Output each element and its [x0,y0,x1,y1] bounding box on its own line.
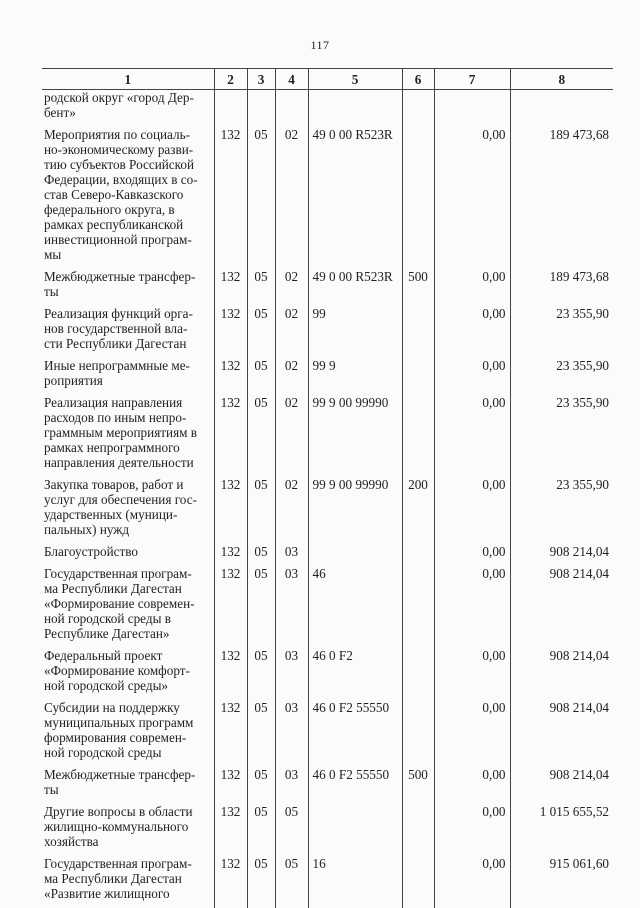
row-amount-col8: 23 355,90 [510,477,613,544]
row-amount-col8: 23 355,90 [510,358,613,395]
row-expense-type [402,700,434,767]
row-expense-type [402,395,434,477]
row-amount-col7: 0,00 [434,648,510,700]
row-admin-code: 132 [214,395,247,477]
row-name: Другие вопросы в области жилищно-коммунального хозяйства [42,804,214,856]
row-amount-col8: 908 214,04 [510,648,613,700]
table-row [42,804,613,856]
table-row [42,127,613,269]
column-header: 2 [214,69,247,90]
row-admin-code: 132 [214,358,247,395]
row-expense-type: 200 [402,477,434,544]
row-expense-type [402,127,434,269]
row-subsection: 02 [275,127,308,269]
row-amount-col8 [510,90,613,128]
row-target-code: 99 9 [308,358,402,395]
table-row [42,306,613,358]
row-expense-type [402,358,434,395]
row-amount-col7 [434,90,510,128]
table-row [42,767,613,804]
column-header: 5 [308,69,402,90]
row-section: 05 [247,566,275,648]
row-amount-col8: 908 214,04 [510,544,613,566]
row-subsection [275,90,308,128]
row-expense-type: 500 [402,767,434,804]
row-expense-type: 500 [402,269,434,306]
row-target-code: 46 [308,566,402,648]
row-admin-code: 132 [214,269,247,306]
row-name: Реализация направления расходов по иным непро- граммным мероприятиям в рамках непрограммного направления деятельности [42,395,214,477]
table-row [42,358,613,395]
row-amount-col8: 915 061,60 [510,856,613,908]
row-admin-code: 132 [214,306,247,358]
row-section: 05 [247,700,275,767]
row-admin-code: 132 [214,566,247,648]
row-target-code: 46 0 F2 [308,648,402,700]
row-name: Иные непрограммные ме- роприятия [42,358,214,395]
row-amount-col8: 908 214,04 [510,767,613,804]
column-header: 7 [434,69,510,90]
row-name: Государственная програм- ма Республики Дагестан «Формирование современ- ной городской среды в Республике Дагестан» [42,566,214,648]
table-row [42,90,613,128]
row-target-code [308,804,402,856]
row-target-code: 49 0 00 R523R [308,127,402,269]
row-name: Закупка товаров, работ и услуг для обеспечения гос- ударственных (муници- пальных) нужд [42,477,214,544]
row-expense-type [402,544,434,566]
row-section: 05 [247,477,275,544]
row-admin-code [214,90,247,128]
row-name: Мероприятия по социаль- но-экономическому разви- тию субъектов Российской Федерации, входящих в со- став Северо-Кавказского федерального округа, в рамках республиканской инвестиционной програм- мы [42,127,214,269]
row-expense-type [402,804,434,856]
row-amount-col7: 0,00 [434,395,510,477]
row-section: 05 [247,127,275,269]
row-admin-code: 132 [214,127,247,269]
row-amount-col8: 908 214,04 [510,700,613,767]
row-expense-type [402,306,434,358]
row-amount-col7: 0,00 [434,804,510,856]
row-target-code: 99 9 00 99990 [308,395,402,477]
row-admin-code: 132 [214,856,247,908]
row-subsection: 02 [275,269,308,306]
row-section: 05 [247,648,275,700]
row-subsection: 03 [275,700,308,767]
row-amount-col7: 0,00 [434,700,510,767]
row-section: 05 [247,395,275,477]
row-subsection: 02 [275,395,308,477]
row-expense-type [402,566,434,648]
row-amount-col7: 0,00 [434,544,510,566]
table-row [42,648,613,700]
row-target-code: 16 [308,856,402,908]
table-row [42,700,613,767]
row-section: 05 [247,767,275,804]
column-header: 8 [510,69,613,90]
row-section: 05 [247,358,275,395]
table-row [42,269,613,306]
row-admin-code: 132 [214,477,247,544]
column-header: 1 [42,69,214,90]
column-header: 4 [275,69,308,90]
row-amount-col7: 0,00 [434,856,510,908]
row-amount-col7: 0,00 [434,477,510,544]
column-header: 6 [402,69,434,90]
row-admin-code: 132 [214,767,247,804]
row-amount-col8: 23 355,90 [510,306,613,358]
row-name: родской округ «город Дер- бент» [42,90,214,128]
table-row [42,566,613,648]
row-target-code: 99 9 00 99990 [308,477,402,544]
row-subsection: 03 [275,648,308,700]
page-number: 117 [0,38,640,53]
row-target-code [308,544,402,566]
row-target-code: 46 0 F2 55550 [308,767,402,804]
row-section: 05 [247,544,275,566]
row-admin-code: 132 [214,648,247,700]
row-amount-col8: 189 473,68 [510,269,613,306]
row-expense-type [402,856,434,908]
row-name: Межбюджетные трансфер- ты [42,269,214,306]
row-amount-col7: 0,00 [434,306,510,358]
budget-table [42,68,613,908]
row-amount-col8: 189 473,68 [510,127,613,269]
row-target-code: 46 0 F2 55550 [308,700,402,767]
table-row [42,395,613,477]
row-subsection: 05 [275,804,308,856]
row-target-code [308,90,402,128]
row-amount-col7: 0,00 [434,127,510,269]
row-section: 05 [247,856,275,908]
row-amount-col7: 0,00 [434,767,510,804]
row-name: Благоустройство [42,544,214,566]
row-amount-col8: 908 214,04 [510,566,613,648]
row-subsection: 03 [275,767,308,804]
row-name: Реализация функций орга- нов государственной вла- сти Республики Дагестан [42,306,214,358]
row-expense-type [402,90,434,128]
table-row [42,856,613,908]
row-admin-code: 132 [214,544,247,566]
row-admin-code: 132 [214,804,247,856]
row-subsection: 02 [275,358,308,395]
table-row [42,544,613,566]
column-header: 3 [247,69,275,90]
row-amount-col8: 23 355,90 [510,395,613,477]
row-name: Федеральный проект «Формирование комфорт- ной городской среды» [42,648,214,700]
row-subsection: 02 [275,306,308,358]
row-name: Межбюджетные трансфер- ты [42,767,214,804]
row-section: 05 [247,804,275,856]
row-subsection: 03 [275,544,308,566]
row-name: Субсидии на поддержку муниципальных программ формирования современ- ной городской среды [42,700,214,767]
row-section: 05 [247,306,275,358]
row-amount-col7: 0,00 [434,358,510,395]
row-name: Государственная програм- ма Республики Дагестан «Развитие жилищного [42,856,214,908]
row-subsection: 02 [275,477,308,544]
table-row [42,477,613,544]
row-amount-col8: 1 015 655,52 [510,804,613,856]
row-target-code: 99 [308,306,402,358]
row-amount-col7: 0,00 [434,566,510,648]
row-subsection: 05 [275,856,308,908]
row-admin-code: 132 [214,700,247,767]
table-body [42,90,613,908]
row-section [247,90,275,128]
row-amount-col7: 0,00 [434,269,510,306]
row-target-code: 49 0 00 R523R [308,269,402,306]
row-section: 05 [247,269,275,306]
row-expense-type [402,648,434,700]
table-header-row [42,69,613,90]
row-subsection: 03 [275,566,308,648]
